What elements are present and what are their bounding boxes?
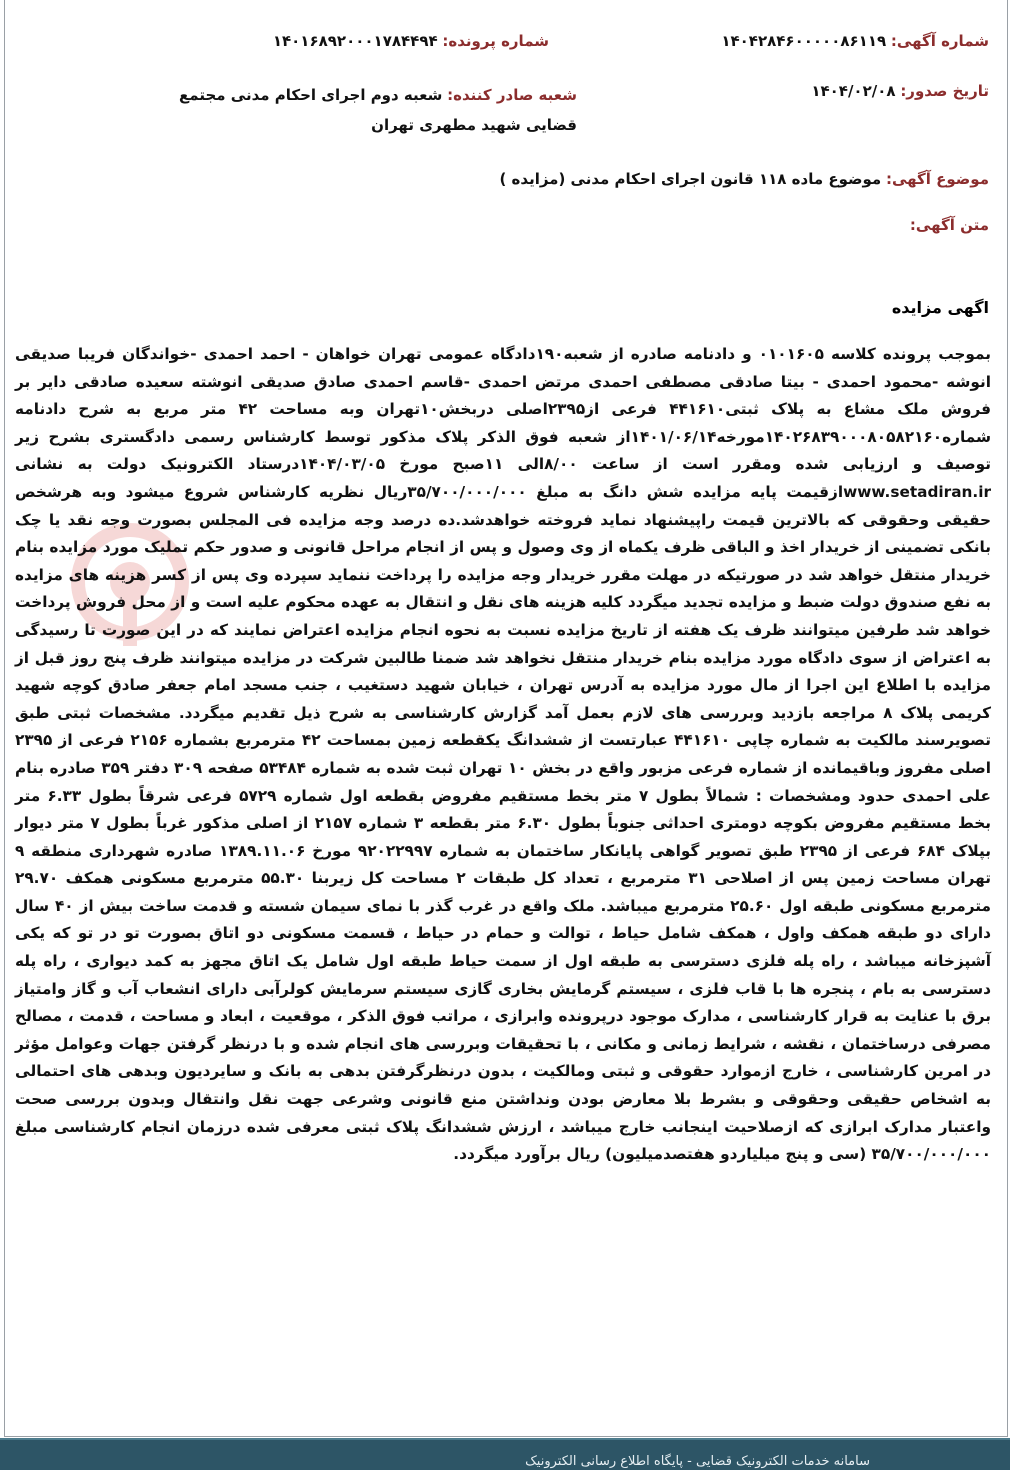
notice-number-value: ۱۴۰۴۲۸۴۶۰۰۰۰۰۸۶۱۱۹ (721, 32, 887, 50)
case-number-field (273, 32, 549, 50)
case-number-value: ۱۴۰۱۶۸۹۲۰۰۰۱۷۸۴۴۹۴ (272, 32, 438, 50)
subject-field (499, 170, 989, 188)
issue-date-value: ۱۴۰۴/۰۲/۰۸ (811, 82, 896, 100)
notice-page (4, 0, 1008, 1437)
subject-value: موضوع ماده ۱۱۸ قانون اجرای احکام مدنی (مزایده ) (499, 170, 882, 188)
ad-title: اگهی مزایده (891, 298, 989, 317)
issuer-label: شعبه صادر کننده: (447, 86, 577, 104)
case-number-label: شماره پرونده: (442, 32, 549, 50)
issuer-value: شعبه دوم اجرای احکام مدنی مجتمع قضایی شهید مطهری تهران (179, 86, 577, 134)
notice-number-label: شماره آگهی: (890, 32, 989, 50)
subject-label: موضوع آگهی: (885, 170, 989, 188)
issue-date-label: تاریخ صدور: (900, 82, 989, 100)
issuer-field (177, 80, 577, 140)
footer-text: سامانه خدمات الکترونیک قضایی - پایگاه اطلاع رسانی الکترونیک (525, 1454, 870, 1469)
issue-date-field (811, 82, 989, 100)
notice-number-field (721, 32, 989, 50)
notice-text-field (910, 216, 989, 234)
notice-text-label: متن آگهی: (909, 216, 989, 234)
footer-bar (0, 1438, 1010, 1470)
ad-body-text: بموجب پرونده کلاسه ۰۱۰۱۶۰۵ و دادنامه صادره از شعبه۱۹۰دادگاه عمومی تهران خواهان - احمد احمدی -خواندگان فریبا صدیقی انوشه -محمود احمدی - بیتا صادقی مصطفی احمدی مرتض احمدی -قاسم احمدی صادق صدیقی انوشته سعیده صادقی دایر بر فروش ملک مشاع به پلاک ثبتی۴۴۱۶۱۰ فرعی از۲۳۹۵اصلی دربخش۱۰تهران وبه مساحت ۴۲ متر مربع به شرح دادنامه شماره۱۴۰۲۶۸۳۹۰۰۰۸۰۵۸۲۱۶۰مورخه۱۴۰۱/۰۶/۱۴از شعبه فوق الذکر پلاک مذکور توسط کارشناس رسمی دادگستری بشرح زیر توصیف و ارزیابی شده ومقرر است از ساعت ۸/۰۰الی ۱۱صبح مورخ ۱۴۰۴/۰۳/۰۵درستاد الکترونیک دولت به نشانی www.setadiran.irازقیمت پایه مزایده شش دانگ به مبلغ ۳۵/۷۰۰/۰۰۰/۰۰۰ریال نظریه کارشناس شروع میشود وبه هرشخص حقیقی وحقوقی که بالاترین قیمت راپیشنهاد نماید فروخته خواهدشد.ده درصد وجه مزایده فی المجلس بصورت وجه نقد یا چک بانکی تضمینی از خریدار اخذ و الباقی ظرف یکماه از وی وصول و پس از انجام مراحل قانونی و صدور حکم تملیک مورد مزایده بنام خریدار منتقل خواهد شد در صورتیکه در مهلت مقرر خریدار وجه مزایده را پرداخت ننماید سپرده وی پس از کسر هزینه های مزایده به نفع صندوق دولت ضبط و مزایده تجدید میگردد کلیه هزینه های نقل و انتقال به عهده محکوم علیه است و از محل فروش پرداخت خواهد شد طرفین میتوانند ظرف یک هفته از تاریخ مزایده نسبت به نحوه انجام مزایده اعتراض نمایند که در این صورت تا رسیدگی به اعتراض از سوی دادگاه مورد مزایده بنام خریدار منتقل نخواهد شد ضمنا طالبین شرکت در مزایده میتوانند ظرف پنج روز قبل از مزایده با اطلاع این اجرا از مال مورد مزایده به آدرس تهران ، خیابان شهید دستغیب ، جنب مسجد امام جعفر صادق کوچه شهید کریمی پلاک ۸ مراجعه بازدید وبررسی های لازم بعمل آمد گزارش کارشناسی به شرح ذیل تقدیم میگردد. مشخصات ثبتی طبق تصویرسند مالکیت به شماره چاپی ۴۴۱۶۱۰ عبارتست از ششدانگ یکقطعه زمین بمساحت ۴۲ مترمربع بشماره ۲۱۵۶ فرعی از ۲۳۹۵ اصلی مفروز وباقیمانده از شماره فرعی مزبور واقع در بخش ۱۰ تهران ثبت شده به شماره ۵۳۴۸۴ صفحه ۳۰۹ دفتر ۳۵۹ صادره بنام علی احمدی حدود ومشخصات : شمالاً بطول ۷ متر بخط مستقیم مفروض بقطعه اول شماره ۵۷۲۹ فرعی شرقاً بطول ۶.۳۳ متر بخط مستقیم مفروض بکوچه دومتری احداثی جنوباً بطول ۶.۳۰ متر بقطعه ۳ شماره ۲۱۵۷ از اصلی مذکور غرباً بطول ۷ متر دیوار بپلاک ۶۸۴ فرعی از ۲۳۹۵ طبق تصویر گواهی پایانکار ساختمان به شماره ۹۲۰۲۲۹۹۷ مورخ ۱۳۸۹.۱۱.۰۶ صادره شهرداری منطقه ۹ تهران مساحت زمین پس از اصلاحی ۳۱ مترمربع ، تعداد کل طبقات ۲ مساحت کل زیربنا ۵۵.۳۰ مترمربع مسکونی همکف ۲۹.۷۰ مترمربع مسکونی طبقه اول ۲۵.۶۰ مترمربع میباشد. ملک واقع در غرب گذر با نمای سیمان شسته و قدمت ساخت بیش از ۴۰ سال دارای دو طبقه همکف واول ، همکف شامل حیاط ، توالت و حمام در حیاط ، قسمت مسکونی دو اتاق بصورت تو در تو که یکی آشپزخانه میباشد ، راه پله فلزی دسترسی به طبقه اول از سمت حیاط طبقه اول شامل یک اتاق مجهز به کمد دیواری ، راه پله دسترسی به بام ، پنجره ها با قاب فلزی ، سیستم گرمایش بخاری گازی سیستم سرمایش کولرآبی دارای انشعاب آب و گاز وامتیاز برق با عنایت به قرار کارشناسی ، مدارک موجود درپرونده وابرازی ، مراتب فوق الذکر ، موقعیت ، ابعاد و مساحت ، قدمت ، مصالح مصرفی درساختمان ، نقشه ، شرایط زمانی و مکانی ، با تحقیقات وبررسی های انجام شده و با درنظر گرفتن جهات وعوامل مؤثر در امرین کارشناسی ، خارج ازموارد حقوقی و ثبتی ومالکیت ، بدون درنظرگرفتن بدهی به بانک و سایردیون وبدهی های احتمالی به اشخاص حقیقی وحقوقی و بشرط بلا معارض بودن ونداشتن منع قانونی وشرعی جهت نقل وانتقال وبدون بررسی صحت واعتبار مدارک ابرازی که ازصلاحیت اینجانب خارج میباشد ، ارزش ششدانگ پلاک ثبتی معرفی شده درزمان انجام کارشناسی مبلغ ۳۵/۷۰۰/۰۰۰/۰۰۰ (سی و پنج میلیاردو هفتصدمیلیون) ریال برآورد میگردد. (15, 345, 992, 1164)
